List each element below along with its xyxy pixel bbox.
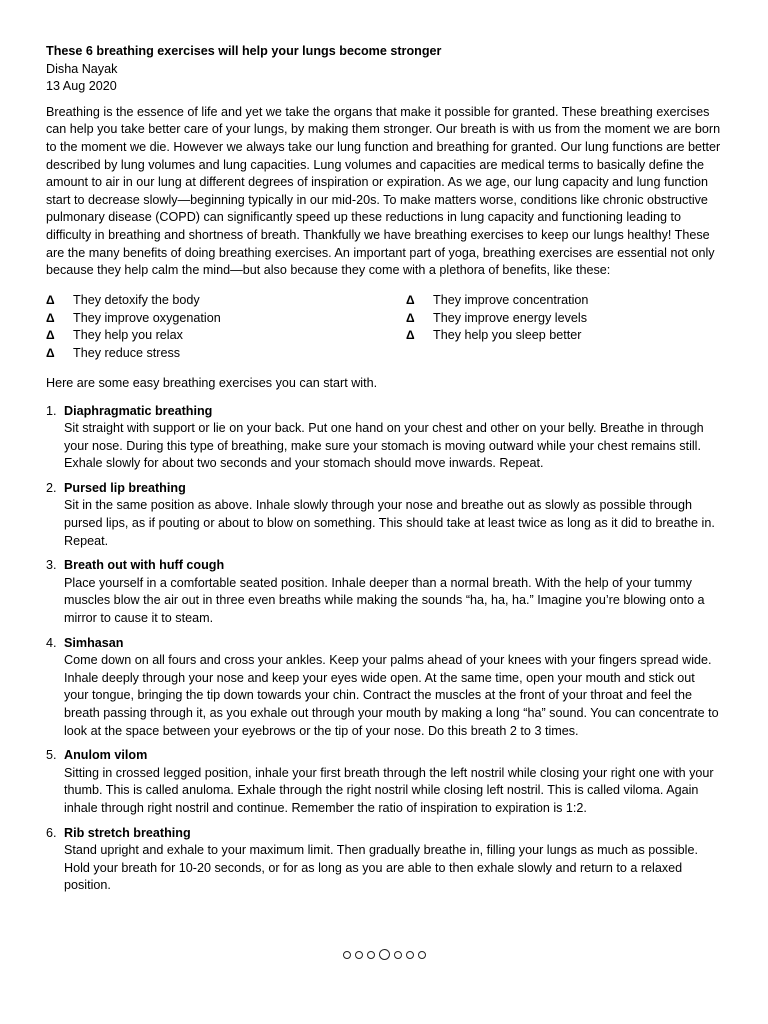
exercise-item	[46, 557, 722, 627]
exercise-item	[46, 747, 722, 817]
pager-dot[interactable]	[343, 951, 351, 959]
article-date: 13 Aug 2020	[46, 79, 117, 94]
exercise-description: Sit in the same position as above. Inhale slowly through your nose and breathe out as slowly as possible through pursed lips, as if pouting or about to blow on something. This should take at least twice as long as it did to breathe in. Repeat.	[64, 498, 715, 548]
pager-dot[interactable]	[355, 951, 363, 959]
benefit-label: They reduce stress	[73, 346, 181, 361]
delta-bullet-icon: Δ	[46, 328, 55, 343]
benefit-label: They improve oxygenation	[73, 310, 221, 325]
exercise-number: 5.	[46, 748, 57, 763]
exercise-item	[46, 635, 722, 741]
exercise-description: Place yourself in a comfortable seated position. Inhale deeper than a normal breath. With the help of your tummy muscles blow the air out in three even breaths while making the sounds “ha, ha, ha.” Imagine you’re blowing onto a mirror to cause it to steam.	[64, 575, 705, 626]
exercise-item	[46, 480, 722, 550]
benefits-left-column	[46, 292, 406, 363]
delta-bullet-icon: Δ	[406, 292, 415, 307]
delta-bullet-icon: Δ	[46, 310, 55, 325]
page-pager	[0, 946, 768, 964]
benefit-label: They improve energy levels	[433, 310, 587, 325]
exercise-name: Anulom vilom	[64, 748, 148, 763]
benefit-label: They detoxify the body	[73, 292, 200, 307]
benefit-item	[406, 310, 722, 328]
delta-bullet-icon: Δ	[46, 292, 55, 307]
benefits-list	[46, 292, 722, 363]
benefits-right-column	[406, 292, 722, 363]
exercise-number: 4.	[46, 635, 57, 650]
article-title: These 6 breathing exercises will help your lungs become stronger	[46, 44, 442, 58]
delta-bullet-icon: Δ	[406, 310, 415, 325]
benefit-item	[46, 310, 406, 328]
exercise-number: 3.	[46, 558, 57, 573]
delta-bullet-icon: Δ	[46, 346, 55, 361]
exercise-number: 6.	[46, 825, 57, 840]
benefit-item	[46, 327, 406, 345]
exercises-intro: Here are some easy breathing exercises you can start with.	[46, 375, 378, 390]
exercise-name: Breath out with huff cough	[64, 558, 225, 573]
benefit-label: They help you sleep better	[433, 328, 582, 343]
benefit-item	[406, 327, 722, 345]
article-author: Disha Nayak	[46, 61, 118, 76]
benefit-item	[46, 292, 406, 310]
pager-dot[interactable]	[394, 951, 402, 959]
article	[46, 43, 722, 902]
benefit-item	[46, 345, 406, 363]
benefit-item	[406, 292, 722, 310]
exercise-number: 1.	[46, 403, 57, 418]
exercise-name: Diaphragmatic breathing	[64, 403, 213, 418]
exercise-item	[46, 403, 722, 473]
pager-dot[interactable]	[367, 951, 375, 959]
exercise-description: Sitting in crossed legged position, inhale your first breath through the left nostril while closing your right one with your thumb. This is called anuloma. Exhale through the right nostril while closing left nostril. This is called viloma. Again inhale through right nostril and continue. Remember the ratio of inspiration to expiration is 1:2.	[64, 765, 714, 815]
exercise-item	[46, 825, 722, 895]
exercise-name: Rib stretch breathing	[64, 825, 191, 840]
exercise-description: Come down on all fours and cross your ankles. Keep your palms ahead of your knees with your fingers spread wide. Inhale deeply through your nose and keep your eyes wide open. At the same time, open your mouth and stick out your tongue, bringing the tip down towards your chin. Contract the muscles at the front of your throat and feel the breath passing through it, as you exhale out through your mouth by making a long “ha” sound. You can concentrate to look at the space between your eyebrows or the tip of your nose. Do this breath 2 to 3 times.	[64, 653, 719, 738]
pager-dot-active[interactable]	[379, 949, 390, 960]
exercise-description: Sit straight with support or lie on your back. Put one hand on your chest and other on your belly. Breathe in through your nose. During this type of breathing, make sure your stomach is moving outward while your chest remains still. Exhale slowly for about two seconds and your stomach should move inwards. Repeat.	[64, 421, 704, 471]
exercise-description: Stand upright and exhale to your maximum limit. Then gradually breathe in, filling your lungs as much as possible. Hold your breath for 10-20 seconds, or for as long as you are able to then exhale slowly and return to a relaxed position.	[64, 843, 698, 893]
delta-bullet-icon: Δ	[406, 328, 415, 343]
intro-paragraph: Breathing is the essence of life and yet we take the organs that make it possible for granted. These breathing exercises can help you take better care of your lungs, by making them stronger. Our breath is with us from the moment we are born to the moment we die. However we always take our lung function and breathing for granted. Our lung functions are better described by lung volumes and lung capacities. Lung volumes and capacities are medical terms to basically define the amount to air in our lung at different degrees of inspiration or expiration. As we age, our lung capacity and lung function start to decrease slowly—beginning typically in our mid-20s. To make matters worse, conditions like chronic obstructive pulmonary disease (COPD) can significantly speed up these reductions in lung capacity and functioning leading to difficulty in breathing and shortness of breath. Thankfully we have breathing exercises to keep our lungs healthy! These are the many benefits of doing breathing exercises. An important part of yoga, breathing exercises are essential not only because they help calm the mind—but also because they come with a plethora of benefits, like these:	[46, 104, 721, 278]
benefit-label: They improve concentration	[433, 292, 589, 307]
benefit-label: They help you relax	[73, 328, 183, 343]
exercise-list	[46, 403, 722, 895]
pager-dot[interactable]	[406, 951, 414, 959]
exercise-number: 2.	[46, 480, 57, 495]
pager-dot[interactable]	[418, 951, 426, 959]
exercise-name: Simhasan	[64, 635, 124, 650]
exercise-name: Pursed lip breathing	[64, 480, 186, 495]
